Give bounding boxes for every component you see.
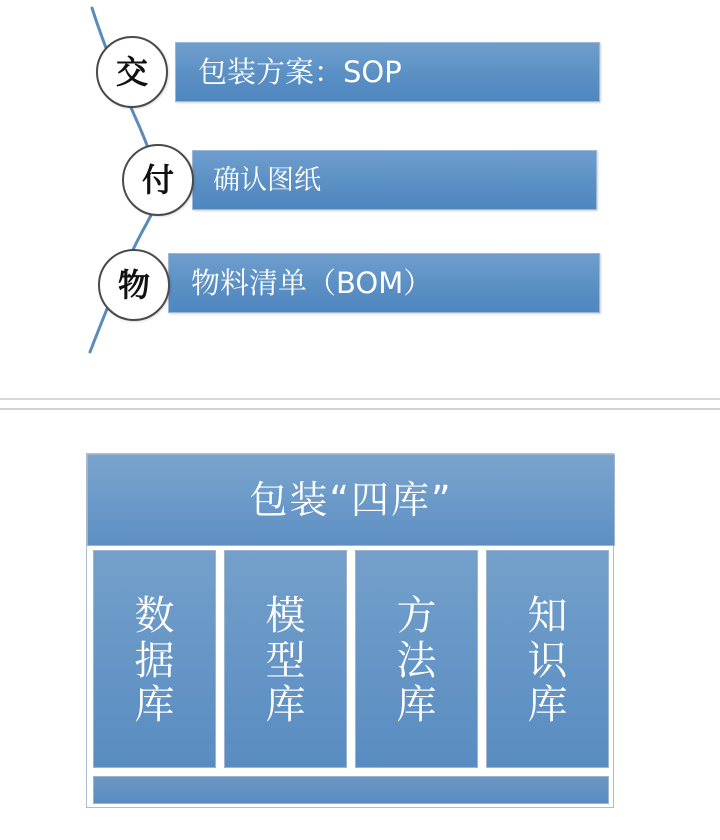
library-column-method[interactable]: [355, 550, 478, 768]
four-libraries-title-bar[interactable]: [87, 454, 615, 546]
step-badge-circle[interactable]: [98, 249, 170, 321]
step-badge-label: 交: [115, 53, 148, 91]
library-char: 识: [527, 637, 568, 684]
library-column-knowledge[interactable]: [486, 550, 609, 768]
section-divider: [0, 398, 720, 410]
library-char: 知: [527, 592, 568, 639]
step-badge-label: 付: [141, 161, 174, 199]
library-char: 库: [396, 682, 437, 729]
step-badge-circle[interactable]: [96, 36, 168, 108]
step-bar[interactable]: [175, 42, 600, 102]
four-libraries-group: [86, 453, 614, 808]
library-char: 据: [134, 637, 175, 684]
library-column-data[interactable]: [93, 550, 216, 768]
step-label: 包装方案：SOP: [198, 54, 402, 89]
library-char: 库: [134, 682, 175, 729]
library-char: 型: [265, 637, 306, 684]
library-char: 数: [134, 592, 175, 639]
step-bar[interactable]: [168, 253, 600, 313]
library-char: 方: [396, 592, 437, 639]
library-char: 法: [396, 637, 437, 684]
step-badge-circle[interactable]: [122, 144, 194, 216]
process-steps-group: [0, 0, 720, 390]
step-bar[interactable]: [192, 150, 597, 210]
library-char: 库: [527, 682, 568, 729]
step-label: 确认图纸: [213, 164, 321, 196]
four-libraries-base-bar: [93, 776, 609, 804]
library-column-model[interactable]: [224, 550, 347, 768]
library-char: 模: [265, 592, 306, 639]
library-char: 库: [265, 682, 306, 729]
step-label: 物料清单（BOM）: [191, 265, 433, 300]
step-badge-label: 物: [117, 266, 150, 304]
library-columns: [87, 546, 615, 772]
four-libraries-title: 包装“四库”: [249, 478, 453, 522]
